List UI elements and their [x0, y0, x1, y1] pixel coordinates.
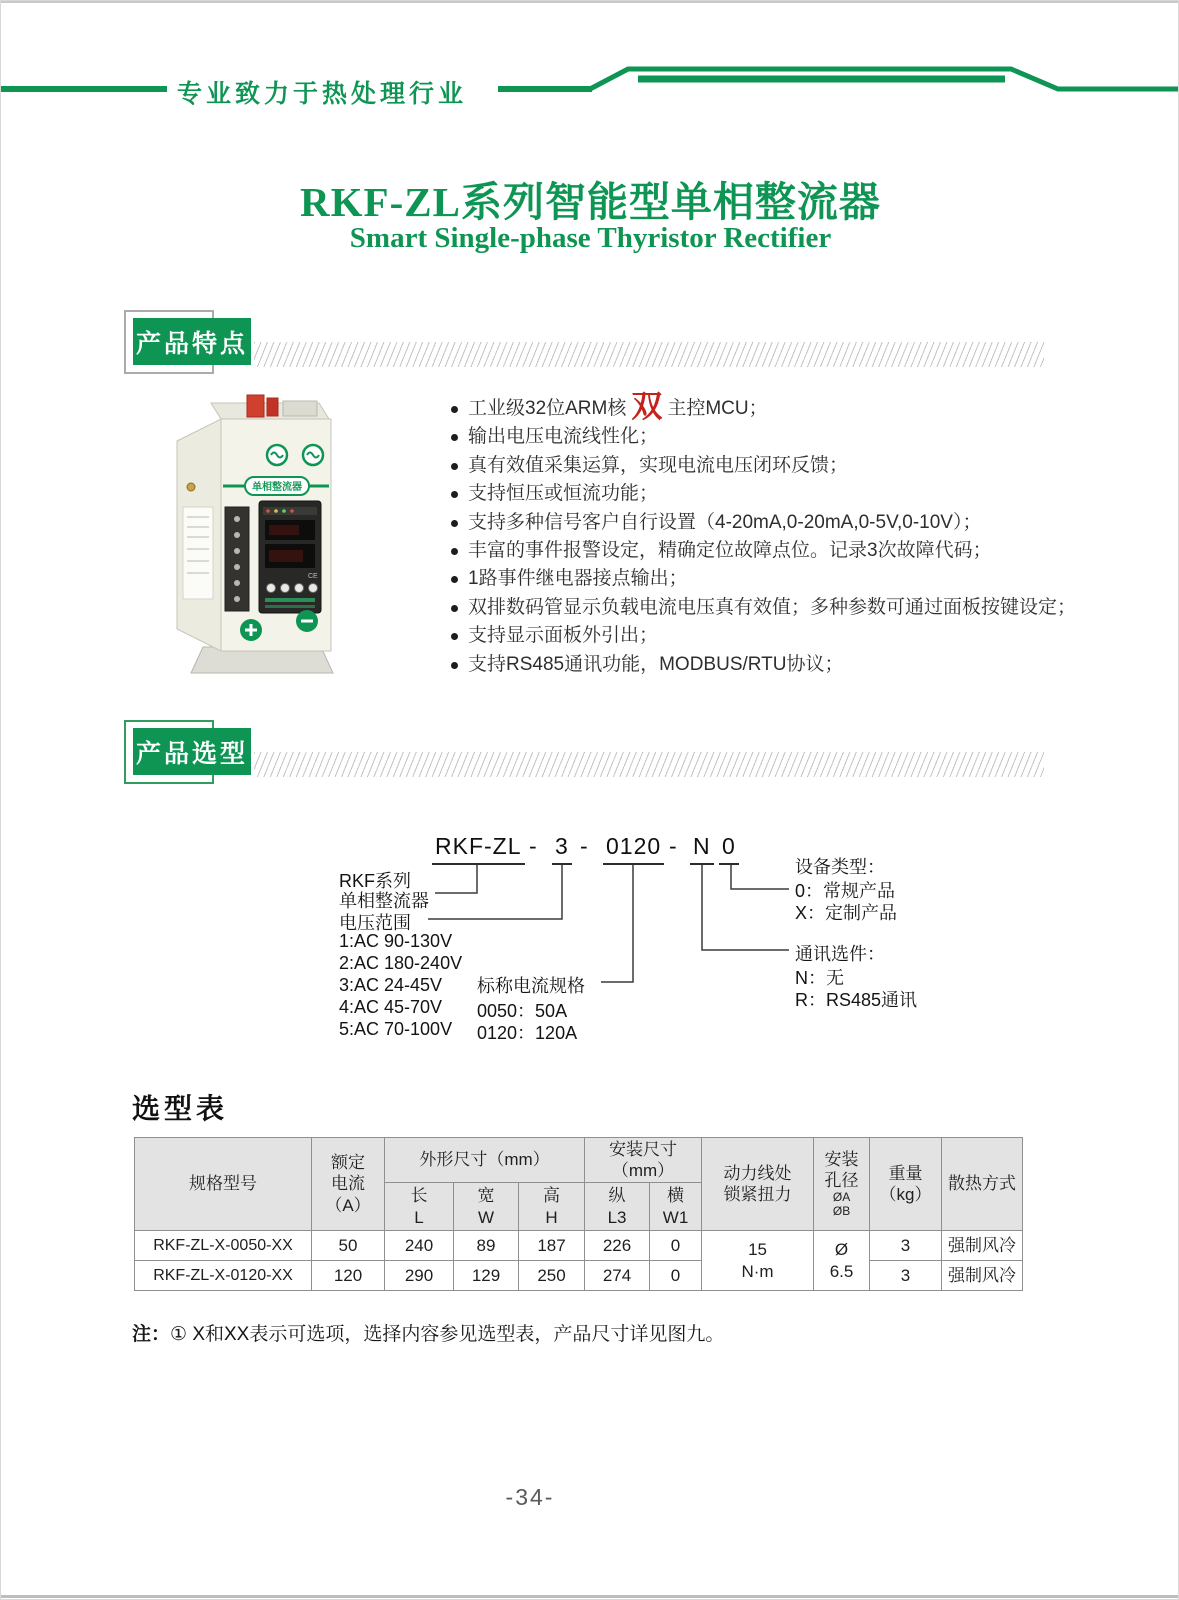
feature-item: 真有效值采集运算，实现电流电压闭环反馈；: [449, 452, 1114, 480]
top-rule: [1, 1, 1179, 3]
col-header-length: 长 L: [385, 1183, 454, 1231]
cell-torque: 15 N·m: [702, 1231, 814, 1291]
voltage-title: 电压范围: [339, 913, 411, 933]
code-separator: -: [529, 833, 538, 859]
col-header-cooling: 散热方式: [942, 1138, 1023, 1231]
device-type-title: 设备类型：: [795, 857, 885, 877]
feature-item: 支持RS485通讯功能，MODBUS/RTU协议；: [449, 651, 1114, 679]
selection-table: [134, 1137, 1023, 1291]
code-segment-voltage: 3: [552, 833, 572, 865]
section-title: 产品特点: [135, 329, 248, 358]
dual-mcu-highlight: 双: [631, 389, 663, 424]
ac-symbol-icon: [267, 445, 287, 465]
feature-item: 支持多种信号客户自行设置（4-20mA,0-20mA,0-5V,0-10V）；: [449, 509, 1114, 537]
terminal-block-red: [247, 395, 264, 417]
col-header-torque: 动力线处 锁紧扭力: [702, 1138, 814, 1231]
col-header-width: 宽 W: [454, 1183, 519, 1231]
col-header-horizontal: 横 W1: [650, 1183, 702, 1231]
cell-length: 240: [385, 1231, 454, 1261]
cell-weight: 3: [870, 1231, 942, 1261]
voltage-option: 4:AC 45-70V: [339, 997, 443, 1017]
cell-cooling: 强制风冷: [942, 1231, 1023, 1261]
footnote-prefix: 注：: [132, 1324, 171, 1345]
section-header-selection: [133, 728, 251, 775]
section-title: 产品选型: [135, 739, 248, 768]
svg-text:CE: CE: [308, 573, 318, 580]
col-header-rated-current: 额定 电流 （A）: [312, 1138, 385, 1231]
cell-height: 250: [519, 1261, 585, 1291]
code-segment-series: RKF-ZL: [432, 833, 525, 865]
cell-cooling: 强制风冷: [942, 1261, 1023, 1291]
section-header-features: [133, 318, 251, 365]
cell-model: RKF-ZL-X-0050-XX: [135, 1231, 312, 1261]
code-segment-comm: N: [690, 833, 714, 865]
feature-item: 支持恒压或恒流功能；: [449, 480, 1114, 508]
feature-list: [449, 389, 1114, 679]
voltage-option: 5:AC 70-100V: [339, 1019, 453, 1039]
model-code-diagram: [331, 829, 981, 1051]
current-title: 标称电流规格: [477, 976, 585, 996]
comm-option: R：RS485通讯: [795, 990, 918, 1010]
feature-item: [449, 389, 1114, 424]
cell-l3: 274: [585, 1261, 650, 1291]
device-type-option: 0：常规产品: [795, 881, 896, 901]
col-header-mounting: 安装尺寸 （mm）: [585, 1138, 702, 1183]
minus-symbol-icon: [296, 610, 318, 632]
ac-symbol-icon: [303, 445, 323, 465]
footnote-text: ① X和XX表示可选项，选择内容参见选型表，产品尺寸详见图九。: [170, 1324, 725, 1345]
col-header-longitudinal: 纵 L3: [585, 1183, 650, 1231]
cell-l3: 226: [585, 1231, 650, 1261]
current-option: 0120：120A: [477, 1023, 578, 1043]
page-subtitle: Smart Single-phase Thyristor Rectifier: [349, 222, 832, 254]
comm-title: 通讯选件：: [795, 944, 885, 964]
cell-w1: 0: [650, 1261, 702, 1291]
plus-symbol-icon: [240, 619, 262, 641]
col-header-weight: 重量 （kg）: [870, 1138, 942, 1231]
display-panel: [259, 501, 321, 613]
terminal-strip: [225, 507, 249, 611]
page-title: RKF-ZL系列智能型单相整流器: [300, 179, 881, 225]
feature-item: 双排数码管显示负载电流电压真有效值；多种参数可通过面板按键设定；: [449, 594, 1114, 622]
feature-text: 主控MCU；: [667, 398, 768, 419]
current-option: 0050：50A: [477, 1001, 568, 1021]
hatch-stripe: [254, 752, 1044, 777]
terminal-pin: [267, 398, 278, 416]
cell-width: 129: [454, 1261, 519, 1291]
col-header-model: 规格型号: [135, 1138, 312, 1231]
table-title: 选型表: [132, 1093, 229, 1124]
hatch-stripe: [254, 342, 1044, 367]
col-header-dimensions: 外形尺寸（mm）: [385, 1138, 585, 1183]
cell-current: 120: [312, 1261, 385, 1291]
code-separator: -: [669, 833, 678, 859]
table-row: [135, 1231, 1023, 1261]
banner-text: 单相整流器: [252, 482, 302, 493]
bottom-rule: [1, 1595, 1179, 1598]
feature-item: 输出电压电流线性化；: [449, 423, 1114, 451]
series-label: 单相整流器: [339, 891, 429, 911]
cell-w1: 0: [650, 1231, 702, 1261]
series-label: RKF系列: [339, 871, 411, 891]
product-photo: [159, 389, 351, 681]
code-segment-current: 0120: [603, 833, 664, 865]
voltage-option: 3:AC 24-45V: [339, 975, 443, 995]
page-number: -34-: [505, 1484, 555, 1510]
cell-height: 187: [519, 1231, 585, 1261]
comm-option: N：无: [795, 968, 844, 988]
col-header-height: 高 H: [519, 1183, 585, 1231]
company-tagline: 专业致力于热处理行业: [177, 80, 468, 108]
table-row: [135, 1261, 1023, 1291]
code-segment-device: 0: [719, 833, 739, 865]
feature-text: 工业级32位ARM核: [468, 398, 627, 419]
voltage-option: 2:AC 180-240V: [339, 953, 463, 973]
device-type-option: X：定制产品: [795, 903, 898, 923]
cell-current: 50: [312, 1231, 385, 1261]
side-label: [183, 507, 213, 599]
cell-model: RKF-ZL-X-0120-XX: [135, 1261, 312, 1291]
feature-item: 支持显示面板外引出；: [449, 622, 1114, 650]
code-separator: -: [580, 833, 589, 859]
cell-weight: 3: [870, 1261, 942, 1291]
feature-item: 1路事件继电器接点输出；: [449, 565, 1114, 593]
feature-item: 丰富的事件报警设定，精确定位故障点位。记录3次故障代码；: [449, 537, 1114, 565]
col-header-hole: 安装 孔径 ØA ØB: [814, 1138, 870, 1231]
footnote: [132, 1319, 724, 1346]
voltage-option: 1:AC 90-130V: [339, 931, 453, 951]
cell-width: 89: [454, 1231, 519, 1261]
terminal-cover: [283, 401, 317, 416]
cell-hole-diameter: Ø 6.5: [814, 1231, 870, 1291]
screw-icon: [187, 483, 195, 491]
cell-length: 290: [385, 1261, 454, 1291]
